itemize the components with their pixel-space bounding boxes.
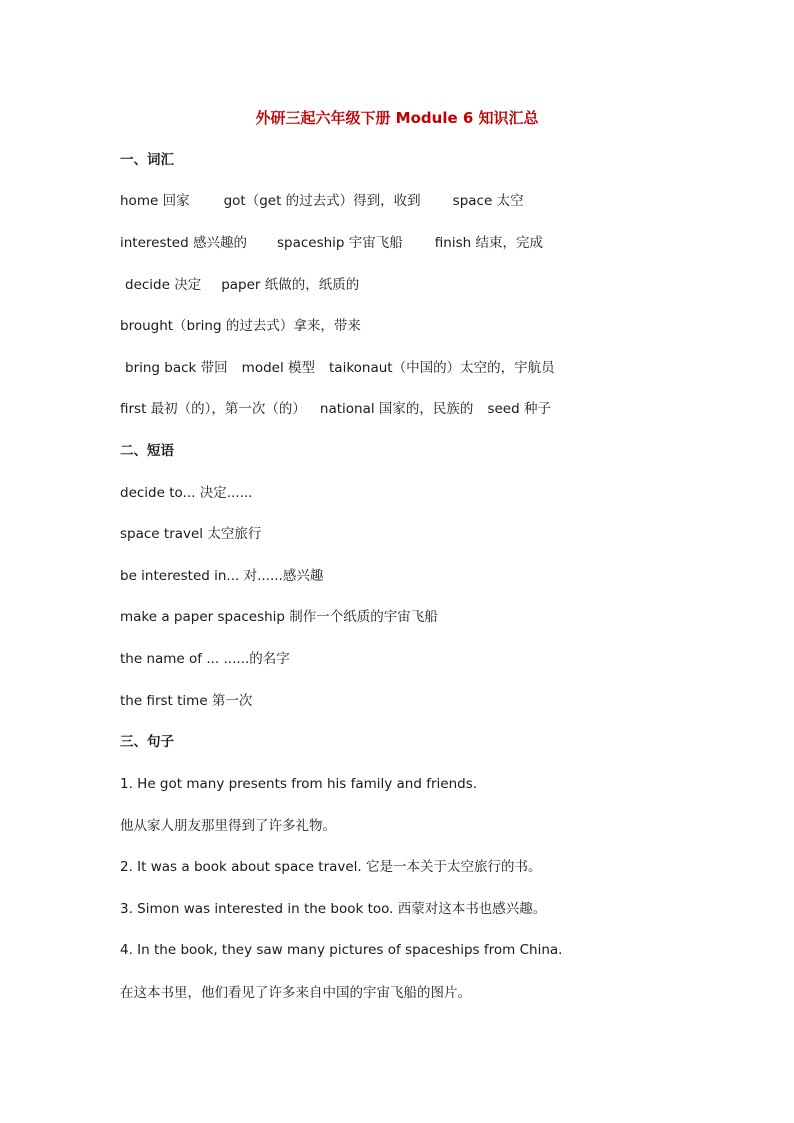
sentence-line: 3. Simon was interested in the book too. 西蒙对这本书也感兴趣。: [120, 901, 547, 917]
vocab-item: paper 纸做的，纸质的: [221, 277, 360, 293]
phrase-item: make a paper spaceship 制作一个纸质的宇宙飞船: [120, 609, 438, 625]
sentence-heading: 三、句子: [120, 734, 174, 750]
phrase-item: space travel 太空旅行: [120, 526, 262, 542]
phrase-item: decide to... 决定......: [120, 485, 253, 501]
vocab-item: got（get 的过去式）得到，收到: [223, 193, 421, 209]
vocab-line-5: [125, 358, 555, 378]
vocab-item: first 最初（的），第一次（的）: [120, 401, 306, 417]
vocab-item: decide 决定: [125, 277, 202, 293]
vocab-item: interested 感兴趣的: [120, 235, 247, 251]
phrase-item: be interested in... 对......感兴趣: [120, 568, 324, 584]
vocab-item: brought（bring 的过去式）拿来，带来: [120, 318, 361, 334]
vocab-line-1: [120, 191, 524, 211]
vocab-line-6: [120, 399, 551, 419]
sentence-line: 1. He got many presents from his family and friends.: [120, 776, 478, 792]
vocab-line-2: [120, 233, 543, 253]
vocab-item: seed 种子: [487, 401, 551, 417]
sentence-line: 在这本书里，他们看见了许多来自中国的宇宙飞船的图片。: [120, 985, 471, 1001]
vocab-item: finish 结束，完成: [434, 235, 543, 251]
phrase-item: the first time 第一次: [120, 693, 253, 709]
vocab-line-4: [120, 316, 361, 336]
phrase-heading: 二、短语: [120, 443, 174, 459]
vocab-item: bring back 带回: [125, 360, 228, 376]
vocab-heading: 一、词汇: [120, 152, 174, 168]
vocab-item: national 国家的，民族的: [319, 401, 474, 417]
sentence-line: 2. It was a book about space travel. 它是一本关于太空旅行的书。: [120, 859, 542, 875]
phrase-item: the name of ... ......的名字: [120, 651, 290, 667]
vocab-line-3: [125, 275, 359, 295]
page-title: 外研三起六年级下册 Module 6 知识汇总: [255, 109, 539, 127]
sentence-line: 他从家人朋友那里得到了许多礼物。: [120, 818, 336, 834]
vocab-item: model 模型: [241, 360, 315, 376]
vocab-item: taikonaut（中国的）太空的，宇航员: [329, 360, 555, 376]
vocab-item: spaceship 宇宙飞船: [276, 235, 403, 251]
vocab-item: space 太空: [452, 193, 524, 209]
sentence-line: 4. In the book, they saw many pictures of spaceships from China.: [120, 942, 563, 958]
vocab-item: home 回家: [120, 193, 190, 209]
